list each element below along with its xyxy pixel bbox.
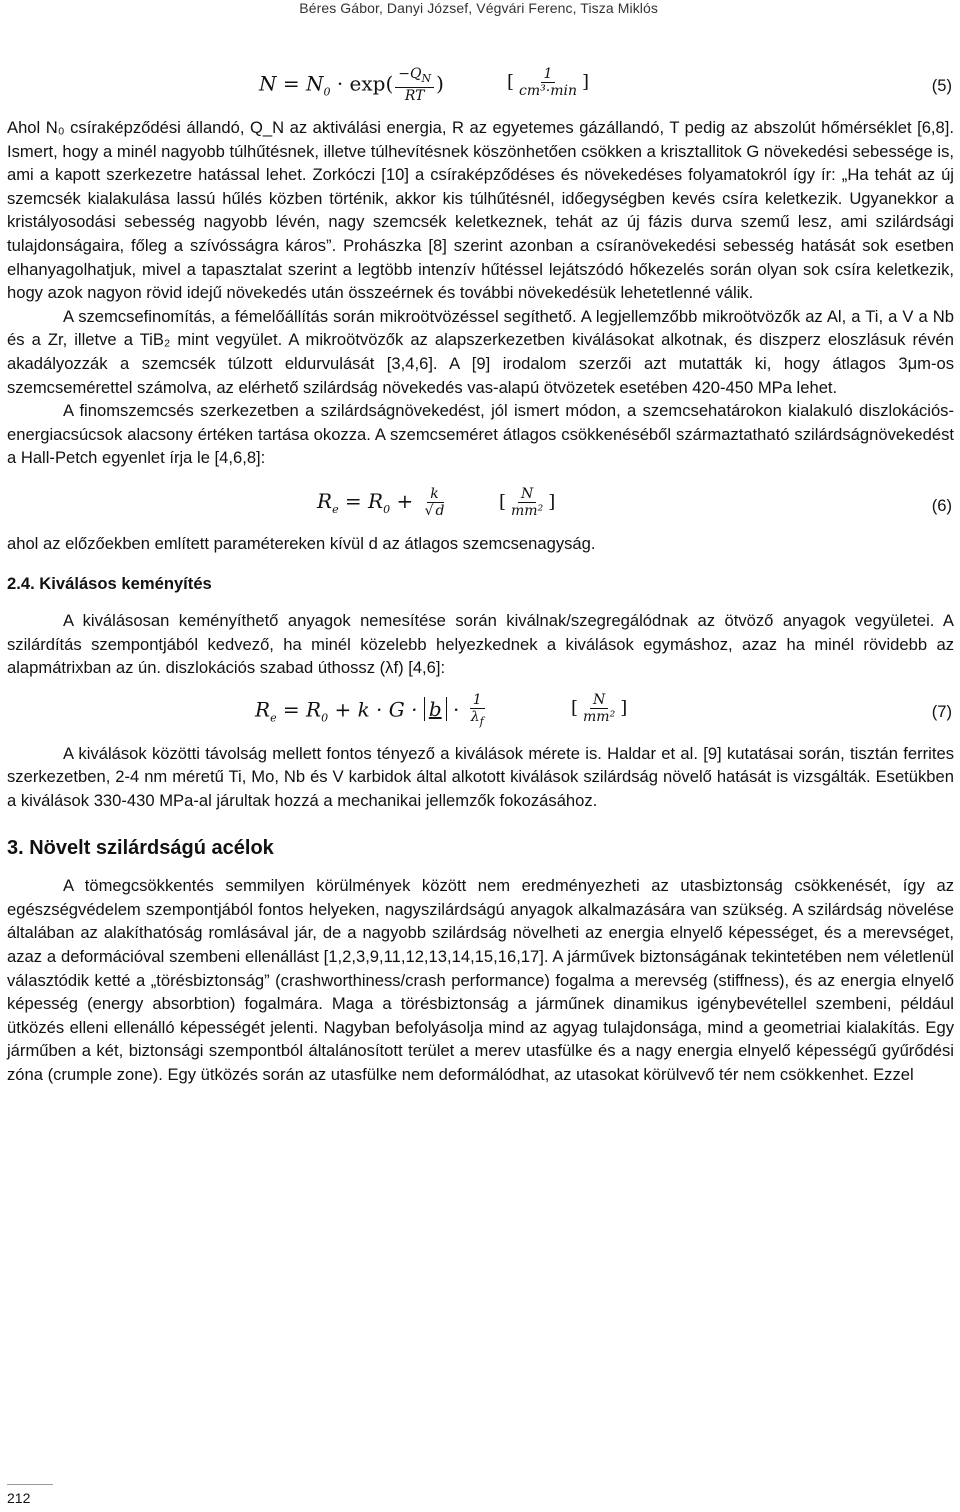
paragraph-2: A szemcsefinomítás, a fémelőállítás során mikroötvözéssel segíthető. A legjellemzőbb mikroötvözők az Al, a Ti, a V a Nb és a Zr, illetve a TiB₂ mint vegyület. A mikroötvözők az alapszerkezetben kiválásokat alkotnak, és diszperz eloszlásuk révén akadályozzák a szemcsék túlzott eldurvulását [3,4,6]. A [9] irodalom szerzői azt mutatták ki, hogy átlagos 3μm-os szemcsemérettel számolva, az elérhető szilárdság növekedés vas-alapú ötvözetek esetében 420-450 MPa lehet.: [7, 306, 954, 397]
equation-5-formula: $N = N_0 \cdot \exp$( $\frac{-Q_N}{RT}$ ): [259, 66, 444, 104]
equation-5-unit: [ $\frac{1}{\text{cm³·min}}$ ]: [507, 66, 590, 99]
equation-7: [7, 684, 954, 736]
paragraph-1: Ahol N₀ csíraképződési állandó, Q_N az aktiválási energia, R az egyetemes gázállandó, T pedig az abszolút hőmérséklet [6,8]. Ismert, hogy a minél nagyobb túlhűtésnek, illetve túlhevítésnek köszönhetően csökken a krisztallitok G növekedési sebessége is, ami a kapott szerkezetre hatással lehet. Zorkóczi [10] a csíraképződéses és növekedéses folyamatokról így ír: „Ha tehát az új szemcsék kialakulása lassú hűlés közben történik, akkor kis túlhűtésnél, időegységben kevés csíra keletkezik. Ugyanekkor a kristályosodási sebesség nagyobb lévén, nagy szemcsék keletkeznek, tehát az új fázis durva szemű lesz, ami szilárdsági tulajdonságaira, főleg a szívósságra káros”. Prohászka [8] szerint azonban a csíranövekedési sebesség hatását sok esetben elhanyagolhatjuk, mivel a tapasztalat szerint a legtöbb intenzív hűtéssel lejátszódó hőkezelés során olyan sok csíra keletkezik, hogy azok nagyon rövid idejű növekedés után összeérnek és további növekedésük lehetetlenné válik.: [7, 118, 954, 303]
paragraph-7: A tömegcsökkentés semmilyen körülmények között nem eredményezheti az utasbiztonság csökkenését, így az egészségvédelem szempontjából fontos helyeken, nagyszilárdságú anyagok alkalmazására van szükség. A szilárdság növelése általában az alakíthatóság romlásával jár, de a nagyobb szilárdság növelheti az energia elnyelő képességet, és a merevséget, azaz a deformációval szembeni ellenállást [1,2,3,9,11,12,13,14,15,16,17]. A járművek biztonságának tekintetében nem véletlenül választódik ketté a „törésbiztonság” (crashworthiness/crash performance) fogalma a merevség (stiffness), és az energia elnyelő képesség (energy absorbtion) fogalmára. Maga a törésbiztonság a járműnek dinamikus igénybevétellel szembeni, például ütközés elleni ellenálló képességét jelenti. Nagyban befolyásolja mind az agyag tulajdonsága, mind a geometriai kialakítás. Egy járműben a két, biztonsági szempontból általánosított terület a merev utasfülke és a nagy energia elnyelő képességű gyűrődési zóna (crumple zone). Egy ütközés során az utasfülke nem deformálódhat, az utasokat körülvevő tér nem csökkenhet. Ezzel: [7, 876, 954, 1084]
paragraph-5: A kiválásosan keményíthető anyagok nemesítése során kiválnak/szegregálódnak az ötvöző anyagok vegyületei. A szilárdítás szempontjából kedvező, ha minél közelebb helyezkednek a kiválások egymáshoz, azaz ha minél rövidebb az alapmátrixban az ún. diszlokációs szabad úthossz (λf) [4,6]:: [7, 611, 954, 678]
equation-6-formula: $R_e = R_0$ + $\frac{k}{√ d}$: [317, 485, 445, 519]
equation-6: [7, 478, 954, 530]
page-number: 212: [7, 1490, 31, 1506]
section-heading-3: 3. Növelt szilárdságú acélok: [7, 836, 274, 859]
page-body: [7, 58, 954, 1087]
footer-rule: [7, 1484, 53, 1485]
equation-6-unit: [ $\frac{N}{\text{mm²}}$ ]: [499, 485, 556, 519]
section-heading-2-4: 2.4. Kiválásos keményítés: [7, 573, 212, 593]
paragraph-3: A finomszemcsés szerkezetben a szilárdságnövekedést, jól ismert módon, a szemcsehatárokon kialakuló diszlokációs-energiacsúcsok alacsony értéken tartása okozza. A szemcseméret átlagos csökkenéséből származtatható szilárdságnövekedést a Hall-Petch egyenlet írja le [4,6,8]:: [7, 401, 954, 468]
equation-5: [7, 58, 954, 110]
running-header: Béres Gábor, Danyi József, Végvári Ferenc, Tisza Miklós: [299, 0, 658, 16]
equation-6-number: (6): [931, 495, 952, 515]
equation-7-formula: $R_e = R_0 + k \cdot G \cdot b$ · $\frac{1}{\lambda_f}$: [255, 691, 484, 728]
paragraph-6: A kiválások közötti távolság mellett fontos tényező a kiválások mérete is. Haldar et al. [9] kutatásai során, tisztán ferrites szerkezetben, 2-4 nm méretű Ti, Mo, Nb és V karbidok által alkotott kiválások szilárdság növelő hatását is vizsgálták. Esetükben a kiválások 330-430 MPa-al járultak hozzá a mechanikai jellemzők fokozásához.: [7, 743, 954, 811]
equation-7-unit: [ $\frac{N}{\text{mm²}}$ ]: [571, 691, 628, 725]
equation-7-number: (7): [931, 701, 952, 721]
paragraph-4: ahol az előzőekben említett paramétereken kívül d az átlagos szemcsenagyság.: [7, 533, 596, 553]
equation-5-number: (5): [931, 76, 952, 95]
